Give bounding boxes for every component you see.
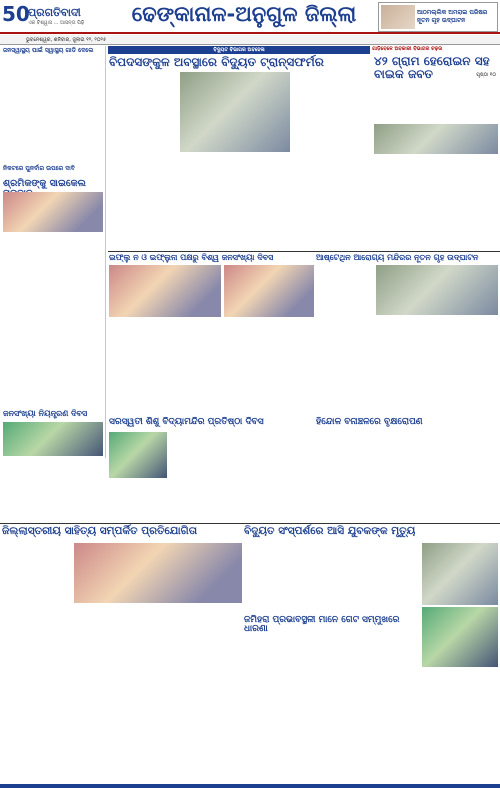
photo-population-day — [3, 422, 103, 456]
story-2-body — [3, 234, 103, 404]
newspaper-brand: ପ୍ରଗତିବାଦୀ — [28, 6, 81, 19]
top-ad-box — [378, 2, 498, 32]
photo-health-centre — [376, 265, 498, 315]
story-1-body — [3, 56, 103, 164]
section-title: ଢେଙ୍କାନାଳ-ଅନୁଗୁଳ ଜିଲ୍ଲା — [131, 2, 357, 26]
photo-literary-competition — [74, 543, 242, 603]
headline-6: ଜନସଂଖ୍ୟା ନିୟନ୍ତ୍ରଣ ଦିବସ — [3, 409, 88, 418]
photo-school — [109, 432, 167, 478]
headline-1: ଜନସ୍ୱାସ୍ଥ୍ୟ ପାଇଁ ସ୍ୱାସ୍ଥ୍ୟ ଗାଡି ଦେଲେ — [3, 47, 94, 54]
center-tag: ବିଦ୍ୟୁତ ବିଭାଗର ଅବହେଳା — [108, 46, 370, 54]
date-text: ଭୁବନେଶ୍ୱର, ଶନିବାର, ଜୁଲାଇ ୧୨, ୨୦୨୫ — [26, 37, 107, 43]
rule-1 — [108, 251, 500, 252]
page-number: ପୃଷ୍ଠା ୧୦ — [476, 72, 496, 78]
headline-3: ୪୨ ଗ୍ରାମ ହେରୋଇନ ସହ ବାଇକ ଜବତ — [374, 54, 490, 81]
kicker-3: ଗାଡ଼ିବେଳେ ଅବକାରୀ ବିଭାଗର ଚଢ଼ଉ — [372, 46, 443, 52]
photo-heroin — [374, 124, 498, 154]
kicker-2: ନିକଟରେ ପୁନର୍ବାର ଉପରେ ଦାବି — [3, 165, 75, 172]
main-story-col-2 — [291, 72, 369, 250]
story-8-body — [169, 432, 314, 520]
story-5-body — [316, 265, 374, 415]
photo-cycles — [3, 192, 103, 232]
story-11-body — [244, 629, 420, 783]
headline-7: ହିନ୍ଦୋଳ ବନାଞ୍ଚଳରେ ବୃକ୍ଷରୋପଣ — [316, 417, 423, 427]
photo-transformer — [180, 72, 290, 152]
story-7-body — [316, 432, 500, 514]
main-headline: ବିପଦସଙ୍କୁଳ ଅବସ୍ଥାରେ ବିଦ୍ୟୁତ ଟ୍ରାନ୍ସଫର୍ମର — [109, 55, 324, 69]
story-8b-body — [109, 480, 167, 520]
story-3-body — [374, 84, 498, 122]
story-4-body — [109, 320, 314, 416]
story-3b-body — [374, 156, 498, 250]
headline-11: ଜମିହରା ପ୍ରଭାବସ୍ଥଳୀ ମାନେ ଗେଟ ସମ୍ମୁଖରେ ଧାରଣା — [244, 615, 400, 635]
main-story-col-1 — [109, 72, 179, 250]
story-9-body — [2, 543, 72, 783]
story-9b-body — [74, 606, 242, 782]
headline-5: ଆଷ୍ଟେଥିନ ଆରୋଗ୍ୟ ମନ୍ଦିରର ନୂତନ ଗୃହ ଉଦ୍‌ଘାଟନ — [316, 253, 479, 262]
anniversary-logo: 50 — [2, 2, 30, 26]
rule-2 — [0, 523, 500, 524]
headline-2: ଶ୍ରମିକଙ୍କୁ ସାଇକେଲ — [3, 178, 86, 189]
story-10-body — [244, 543, 420, 613]
ad-text: ଆଠମଲ୍ଲିକ ଅମରାଇ ପରିଷର ନୂତନ ଗୃହ ଉଦ୍‌ଘାଟନ — [417, 9, 488, 24]
photo-protest — [422, 607, 498, 667]
main-story-col-3 — [180, 154, 290, 250]
ad-photo — [381, 5, 415, 29]
newspaper-subbrand: ଏକ ବିଶ୍ୱାସ ... ଆସନ୍ତା ପିଢ଼ି — [28, 20, 85, 26]
masthead — [0, 0, 500, 34]
photo-seminar-2 — [224, 265, 314, 317]
headline-4: ଇଫ୍ଲୁ ନ ଓ ଇଫ୍ଲୁନା ପକ୍ଷରୁ ବିଶ୍ୱ ଜନସଂଖ୍ୟା ଦିବସ — [109, 253, 274, 262]
headline-8: ସରସ୍ୱତୀ ଶିଶୁ ବିଦ୍ୟାମନ୍ଦିର ପ୍ରତିଷ୍ଠା ଦିବସ — [109, 417, 264, 427]
story-11b-body — [422, 670, 498, 783]
photo-population-seminar — [109, 265, 221, 317]
footer-stripe — [0, 784, 500, 788]
headline-9: ଜିଲ୍ଲାସ୍ତରୀୟ ସାହିତ୍ୟ ସମ୍ପର୍କିତ ପ୍ରତିଯୋଗିତା — [2, 525, 198, 537]
photo-deceased-youth — [422, 543, 498, 605]
headline-10: ବିଦ୍ୟୁତ ସଂସ୍ପର୍ଶରେ ଆସି ଯୁବକଙ୍କ ମୃତ୍ୟୁ — [244, 525, 416, 537]
